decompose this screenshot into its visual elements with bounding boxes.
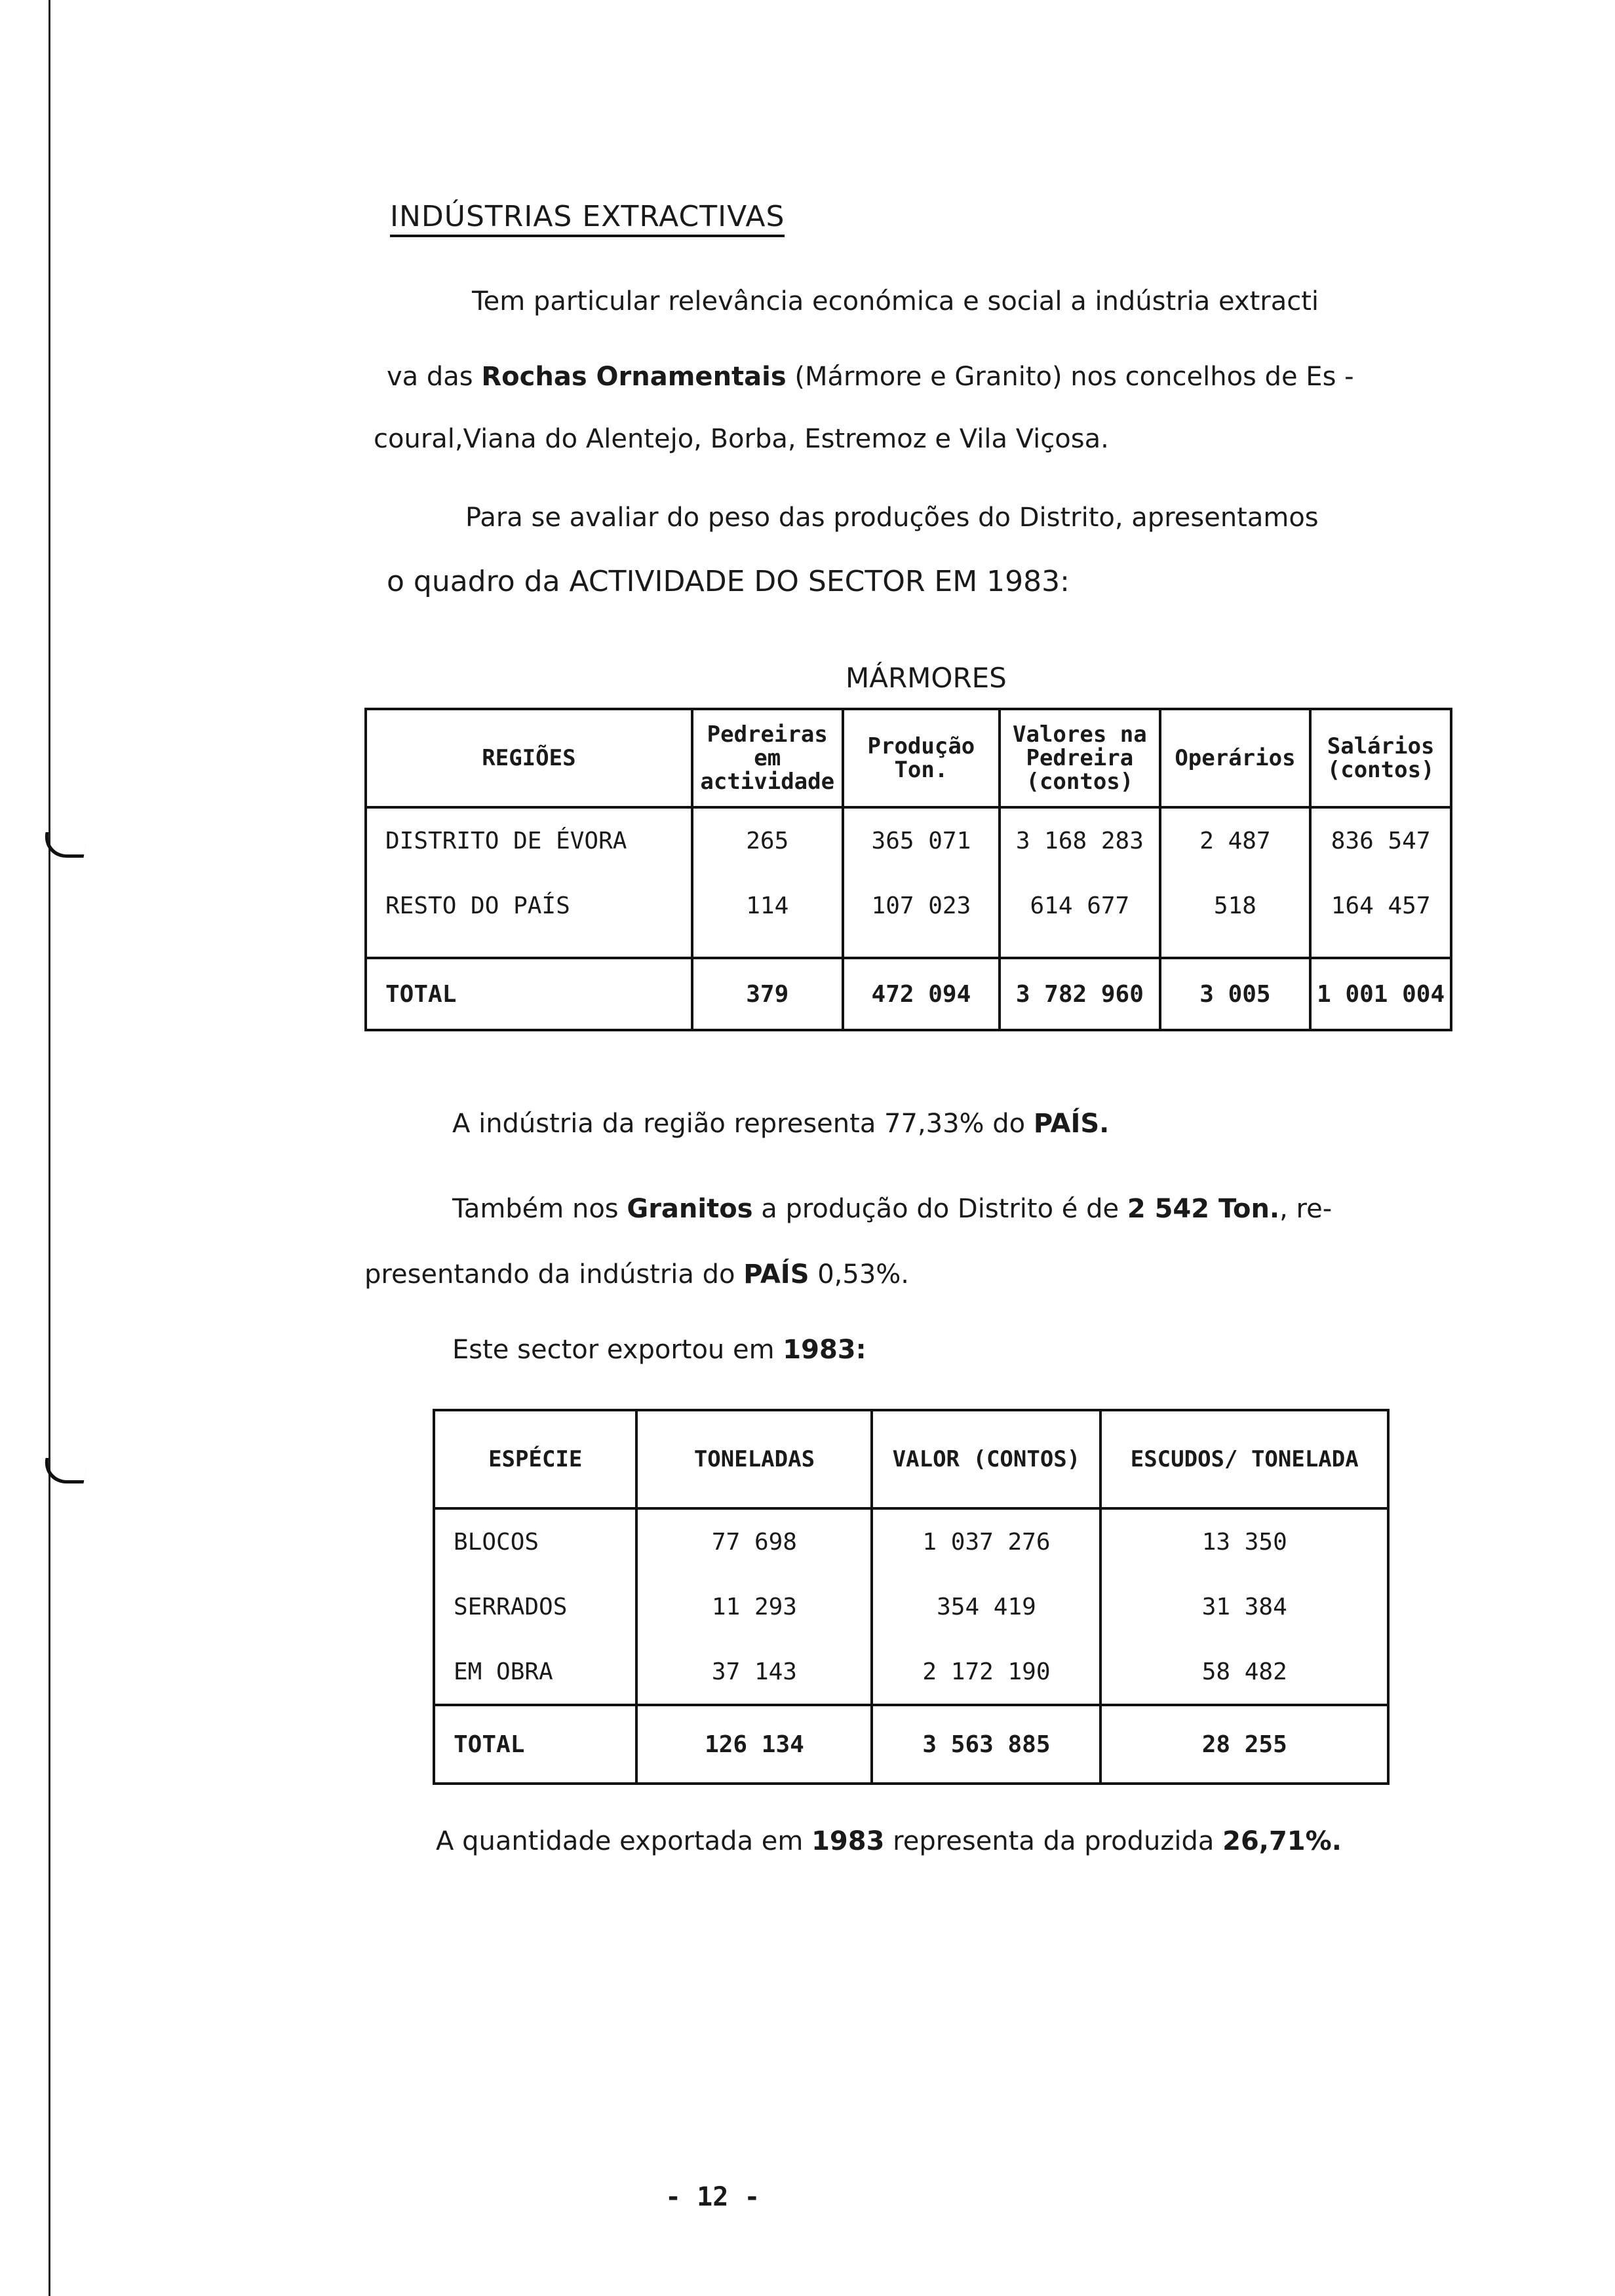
cell-operarios: 2 487 [1160,807,1311,873]
header-regioes: REGIÕES [366,709,692,807]
cell-pedreiras: 114 [692,873,843,938]
cell-valores: 614 677 [1000,873,1159,938]
cell-especie: SERRADOS [434,1574,636,1639]
header-salarios: Salários (contos) [1310,709,1451,807]
cell-salarios: 164 457 [1310,873,1451,938]
cell-toneladas: 37 143 [636,1639,872,1705]
table-row [366,873,1451,938]
header-operarios: Operários [1160,709,1311,807]
cell-regiao: DISTRITO DE ÉVORA [366,807,692,873]
cell-valor: 1 037 276 [872,1508,1100,1574]
paragraph-2-line-1: Para se avaliar do peso das produções do Distrito, apresentamos [465,503,1319,533]
page-number: - 12 - [665,2182,760,2212]
cell-producao: 107 023 [843,873,1000,938]
header-producao: Produção Ton. [843,709,1000,807]
table-row [434,1508,1388,1574]
cell-escudos: 13 350 [1100,1508,1388,1574]
paragraph-3: A indústria da região representa 77,33% do PAÍS. [452,1109,1110,1139]
cell-regiao: RESTO DO PAÍS [366,873,692,938]
cell-producao: 365 071 [843,807,1000,873]
cell-regiao: TOTAL [366,958,692,1030]
table-row [434,1574,1388,1639]
header-valores: Valores na Pedreira (contos) [1000,709,1159,807]
header-valor: VALOR (CONTOS) [872,1410,1100,1508]
cell-toneladas: 11 293 [636,1574,872,1639]
cell-toneladas: 77 698 [636,1508,872,1574]
paragraph-4-line-1: Também nos Granitos a produção do Distrito é de 2 542 Ton., re- [452,1194,1333,1224]
header-toneladas: TONELADAS [636,1410,872,1508]
paragraph-4-line-2: presentando da indústria do PAÍS 0,53%. [364,1259,909,1290]
marmores-table [364,708,1452,1031]
export-table [433,1409,1390,1785]
cell-salarios: 836 547 [1310,807,1451,873]
table-row [366,807,1451,873]
cell-especie: TOTAL [434,1705,636,1784]
cell-especie: BLOCOS [434,1508,636,1574]
header-pedreiras: Pedreiras em actividade [692,709,843,807]
paragraph-1-line-1: Tem particular relevância económica e social a indústria extracti [472,286,1319,316]
cell-operarios: 518 [1160,873,1311,938]
cell-pedreiras: 379 [692,958,843,1030]
header-escudos: ESCUDOS/ TONELADA [1100,1410,1388,1508]
paragraph-6: A quantidade exportada em 1983 representa da produzida 26,71%. [436,1826,1342,1856]
cell-valores: 3 782 960 [1000,958,1159,1030]
cell-valores: 3 168 283 [1000,807,1159,873]
cell-salarios: 1 001 004 [1310,958,1451,1030]
cell-valor: 354 419 [872,1574,1100,1639]
cell-valor: 2 172 190 [872,1639,1100,1705]
cell-escudos: 58 482 [1100,1639,1388,1705]
table-row-total [434,1705,1388,1784]
cell-valor: 3 563 885 [872,1705,1100,1784]
table-row-total [366,958,1451,1030]
paragraph-1-line-3: coural,Viana do Alentejo, Borba, Estremoz e Vila Viçosa. [374,424,1109,454]
marmores-caption: MÁRMORES [846,662,1007,694]
cell-producao: 472 094 [843,958,1000,1030]
cell-escudos: 28 255 [1100,1705,1388,1784]
section-heading: INDÚSTRIAS EXTRACTIVAS [390,200,785,237]
table-row [434,1639,1388,1705]
paragraph-2-line-2: o quadro da ACTIVIDADE DO SECTOR EM 1983: [387,565,1070,598]
cell-operarios: 3 005 [1160,958,1311,1030]
cell-especie: EM OBRA [434,1639,636,1705]
header-especie: ESPÉCIE [434,1410,636,1508]
binder-edge [49,0,50,2296]
paragraph-5: Este sector exportou em 1983: [452,1335,866,1365]
paragraph-1-line-2: va das Rochas Ornamentais (Mármore e Granito) nos concelhos de Es - [387,362,1354,392]
cell-pedreiras: 265 [692,807,843,873]
cell-toneladas: 126 134 [636,1705,872,1784]
cell-escudos: 31 384 [1100,1574,1388,1639]
